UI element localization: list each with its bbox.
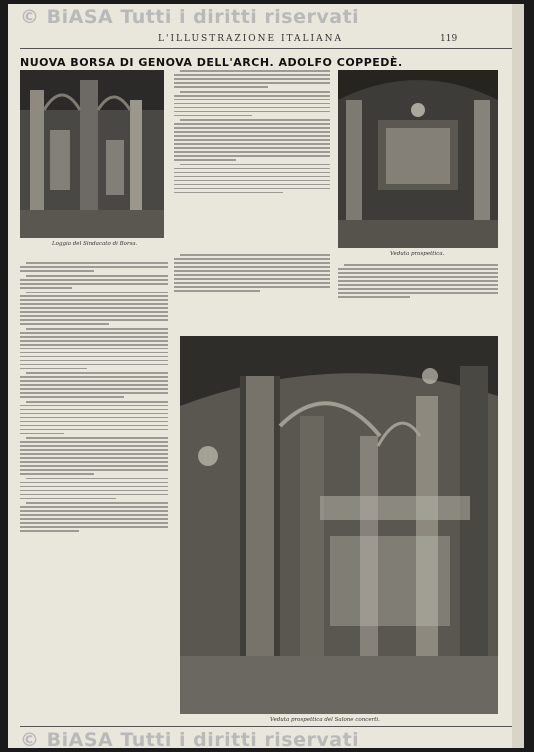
text-column-left — [20, 260, 168, 720]
page-edge-strip — [512, 4, 524, 748]
article-title: NUOVA BORSA DI GENOVA DELL'ARCH. ADOLFO COPPEDÈ. — [20, 56, 403, 69]
caption-loggia: Loggia del Sindacato di Borsa. — [52, 241, 138, 247]
footer-rule — [20, 726, 512, 727]
watermark-top: © BiASA Tutti i diritti riservati — [20, 6, 360, 28]
text-column-top-middle — [174, 68, 330, 248]
watermark-bottom: © BiASA Tutti i diritti riservati — [20, 729, 360, 748]
caption-veduta: Veduta prospettica. — [390, 251, 445, 257]
text-column-right-band — [338, 262, 498, 332]
photo-salone-concerti — [180, 336, 498, 714]
running-header: L'ILLUSTRAZIONE ITALIANA — [158, 34, 343, 44]
photo-loggia — [20, 70, 164, 238]
text-column-middle-band — [174, 252, 330, 332]
magazine-page — [8, 4, 524, 748]
header-rule — [20, 48, 512, 49]
caption-salone: Veduta prospettica del Salone concerti. — [270, 717, 380, 723]
page-number: 119 — [440, 34, 458, 44]
photo-veduta — [338, 70, 498, 248]
